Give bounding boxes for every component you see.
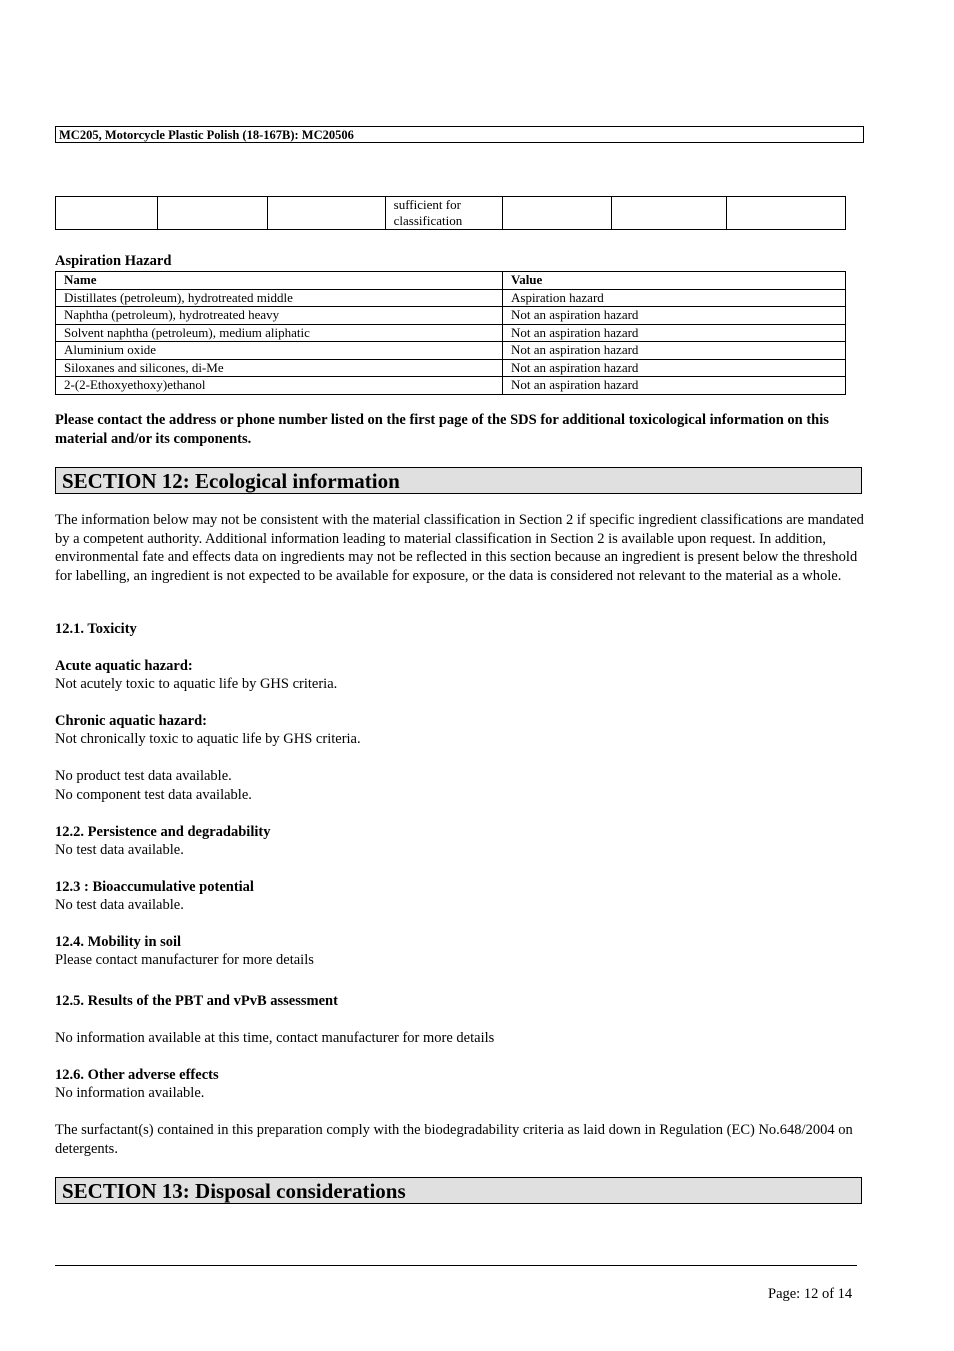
aspiration-hazard-table <box>55 271 846 395</box>
table-cell <box>503 197 612 230</box>
ingredient-value: Not an aspiration hazard <box>503 324 846 342</box>
table-row <box>56 342 846 360</box>
persistence-heading: 12.2. Persistence and degradability <box>55 824 271 840</box>
table-row <box>56 377 846 395</box>
ingredient-value: Not an aspiration hazard <box>503 377 846 395</box>
ingredient-name: Solvent naphtha (petroleum), medium aliphatic <box>56 324 503 342</box>
ingredient-name: 2-(2-Ethoxyethoxy)ethanol <box>56 377 503 395</box>
chronic-heading: Chronic aquatic hazard: <box>55 713 207 729</box>
table-row <box>56 197 846 230</box>
document-header: MC205, Motorcycle Plastic Polish (18-167B): MC20506 <box>55 126 864 143</box>
ingredient-value: Not an aspiration hazard <box>503 359 846 377</box>
pbt-heading: 12.5. Results of the PBT and vPvB assessment <box>55 993 338 1009</box>
bioaccumulative-heading: 12.3 : Bioaccumulative potential <box>55 879 254 895</box>
contact-note: Please contact the address or phone number listed on the first page of the SDS for additional toxicological information on this material and/or its components. <box>55 412 829 447</box>
footer-divider <box>55 1265 857 1266</box>
aspiration-hazard-title: Aspiration Hazard <box>55 253 172 269</box>
table-cell <box>727 197 846 230</box>
other-effects-heading: 12.6. Other adverse effects <box>55 1067 219 1083</box>
table-row <box>56 307 846 325</box>
table-row <box>56 324 846 342</box>
persistence-text: No test data available. <box>55 842 184 858</box>
bioaccumulative-text: No test data available. <box>55 897 184 913</box>
mobility-text: Please contact manufacturer for more details <box>55 952 314 968</box>
ingredient-name: Naphtha (petroleum), hydrotreated heavy <box>56 307 503 325</box>
section-12-intro: The information below may not be consistent with the material classification in Section 2 if specific ingredient classifications are mandated by a competent authority. Additional information leading to material classification in Section 2 is available upon request. In addition, environmental fate and effects data on ingredients may not be reflected in this section because an ingredient is present below the threshold for labelling, an ingredient is not expected to be available for exposure, or the data is considered not relevant to the material as a whole. <box>55 512 864 584</box>
ingredient-value: Not an aspiration hazard <box>503 342 846 360</box>
mobility-heading: 12.4. Mobility in soil <box>55 934 182 950</box>
no-component-data: No component test data available. <box>55 787 252 803</box>
surfactant-text: The surfactant(s) contained in this preparation comply with the biodegradability criteria as laid down in Regulation (EC) No.648/2004 on detergents. <box>55 1122 853 1157</box>
table-row <box>56 289 846 307</box>
section-13-heading: SECTION 13: Disposal considerations <box>55 1177 862 1204</box>
table-cell <box>157 197 268 230</box>
acute-heading: Acute aquatic hazard: <box>55 658 193 674</box>
column-header-value: Value <box>503 272 846 290</box>
chronic-text: Not chronically toxic to aquatic life by GHS criteria. <box>55 731 361 747</box>
toxicity-heading: 12.1. Toxicity <box>55 621 137 637</box>
page-number: Page: 12 of 14 <box>768 1286 853 1302</box>
other-effects-text: No information available. <box>55 1085 205 1101</box>
ingredient-name: Siloxanes and silicones, di-Me <box>56 359 503 377</box>
ingredient-value: Aspiration hazard <box>503 289 846 307</box>
ingredient-name: Distillates (petroleum), hydrotreated middle <box>56 289 503 307</box>
table-cell <box>611 197 727 230</box>
no-product-data: No product test data available. <box>55 768 232 784</box>
table-row <box>56 359 846 377</box>
acute-text: Not acutely toxic to aquatic life by GHS criteria. <box>55 676 338 692</box>
pbt-text: No information available at this time, contact manufacturer for more details <box>55 1030 495 1046</box>
toxicity-table-fragment <box>55 196 846 230</box>
ingredient-value: Not an aspiration hazard <box>503 307 846 325</box>
ingredient-name: Aluminium oxide <box>56 342 503 360</box>
table-cell <box>268 197 386 230</box>
table-cell: sufficient for classification <box>385 197 503 230</box>
table-header-row <box>56 272 846 290</box>
section-12-heading: SECTION 12: Ecological information <box>55 467 862 494</box>
column-header-name: Name <box>56 272 503 290</box>
table-cell <box>56 197 158 230</box>
